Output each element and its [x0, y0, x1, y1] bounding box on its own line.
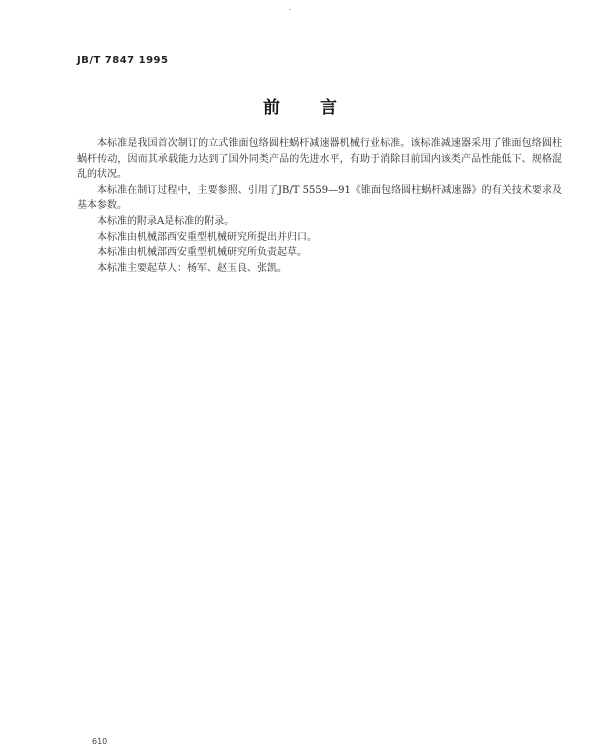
page-number: 610: [92, 737, 108, 746]
foreword-paragraph: 本标准由机械部西安重型机械研究所提出并归口。: [97, 231, 317, 243]
foreword-paragraph: 本标准在制订过程中，主要参照、引用了JB/T 5559—91《锥面包络圆柱蜗杆减速器》的有关技术要求及基本参数。: [77, 184, 562, 212]
foreword-body: [77, 136, 562, 276]
foreword-paragraph: 本标准主要起草人：杨军、赵玉良、张凯。: [97, 262, 287, 274]
section-heading: 前言: [263, 98, 377, 118]
foreword-paragraph: 本标准的附录A是标准的附录。: [97, 215, 235, 227]
scan-speck: [289, 9, 291, 10]
foreword-paragraph: 本标准是我国首次制订的立式锥面包络圆柱蜗杆减速器机械行业标准。该标准减速器采用了锥面包络圆柱蜗杆传动，因而其承载能力达到了国外同类产品的先进水平，有助于消除目前国内该类产品性能低下、规格混乱的状况。: [77, 138, 562, 181]
standard-code: JB/T 7847 1995: [77, 55, 169, 66]
foreword-paragraph: 本标准由机械部西安重型机械研究所负责起草。: [97, 247, 307, 259]
